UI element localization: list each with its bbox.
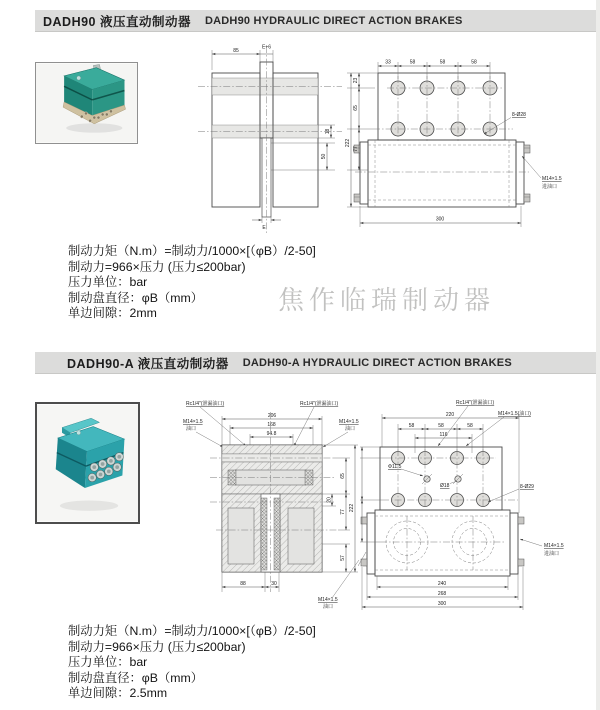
dim-268: 268 [437, 590, 447, 597]
dim-77: 77 [353, 146, 359, 152]
dim-58: 58 [438, 422, 444, 429]
dim-e6: E+6 [261, 44, 272, 51]
spec-line: 单边间隙：2.5mm [68, 686, 168, 701]
dim-206: 206 [267, 412, 277, 419]
dim-240: 240 [437, 580, 447, 587]
dim-58: 58 [408, 422, 415, 429]
label-leak-port-left: Rc1/4"(泄漏油口) [186, 401, 225, 407]
section1-title-en: DADH90 HYDRAULIC DIRECT ACTION BRAKES [205, 14, 463, 27]
dim-116: 116 [439, 431, 448, 438]
dim-57: 57 [340, 555, 346, 561]
label-inlet-thread: M14×1.5 [544, 543, 564, 549]
label-oil-port-name: 进油口 [542, 184, 558, 190]
dim-300: 300 [435, 216, 445, 223]
dadh90a-photo-art [37, 404, 138, 522]
spec-line: 制动力矩（N.m）=制动力/1000×[（φB）/2-50] [68, 624, 316, 638]
dadh90-spec-block [68, 244, 408, 322]
watermark: 焦作临瑞制动器 [278, 286, 496, 316]
dim-220: 220 [445, 411, 455, 418]
dadh90-photo-art [36, 63, 137, 143]
dim-20: 20 [326, 497, 333, 503]
dim-50: 50 [321, 153, 327, 160]
spec-line: 压力单位：bar [68, 655, 148, 670]
dim-58: 58 [409, 59, 416, 66]
label-leak-port: Rc1/4"(泄漏油口) [456, 400, 495, 406]
dim-58: 58 [467, 422, 473, 429]
label-oil-name-left: 油口 [186, 426, 197, 432]
label-oil-thread-bottom: M14×1.5 [318, 597, 338, 603]
section2-header-bar [35, 352, 596, 374]
dim-18: 18 [325, 128, 331, 135]
dim-23: 23 [353, 77, 359, 84]
dim-77: 77 [340, 509, 346, 515]
section2-title-en: DADH90-A HYDRAULIC DIRECT ACTION BRAKES [242, 356, 512, 369]
spec-line: 制动力=966×压力 (压力≤200bar) [68, 639, 246, 654]
dim-58: 58 [471, 59, 477, 66]
label-holes-8d28: 8-Ø28 [512, 112, 526, 118]
label-oil-port-thread: M14×1.5 [542, 176, 562, 182]
label-phi18: Ø18 [440, 483, 450, 489]
section1-title-zh: DADH90 液压直动制动器 [43, 14, 191, 29]
spec-line: 制动盘直径：φB（mm） [68, 290, 204, 305]
spec-line: 制动盘直径：φB（mm） [68, 670, 204, 685]
dim-58: 58 [439, 59, 446, 66]
product-photo-dadh90 [35, 62, 138, 144]
label-phi11-5: Φ11.5 [388, 464, 402, 470]
label-oil-port: M14×1.5(油口) [498, 411, 531, 417]
dim-85: 85 [233, 48, 239, 54]
dim-94-8: 94.8 [266, 430, 277, 437]
dim-300: 300 [437, 600, 447, 607]
spec-line: 制动力矩（N.m）=制动力/1000×[（φB）/2-50] [68, 244, 316, 258]
label-holes-8d29: 8-Ø29 [520, 484, 534, 490]
spec-line: 压力单位：bar [68, 275, 148, 290]
section2-title-zh: DADH90-A 液压直动制动器 [67, 356, 229, 371]
dadh90a-section-view-drawing [182, 396, 360, 616]
dadh90-section-view-drawing [192, 42, 347, 237]
dadh90-front-view-drawing [345, 48, 597, 240]
label-oil-name-right: 油口 [345, 426, 356, 432]
label-leak-port-right: Rc1/4"(泄漏油口) [300, 401, 339, 407]
section1-header-bar [35, 10, 596, 32]
dim-65: 65 [353, 105, 359, 111]
dim-33: 33 [385, 59, 391, 66]
dim-30: 30 [271, 580, 277, 587]
dadh90a-spec-block [68, 624, 408, 702]
dadh90a-front-view-drawing [358, 396, 598, 628]
label-oil-thread-left: M14×1.5 [183, 419, 203, 425]
label-inlet-name: 进油口 [544, 551, 560, 557]
product-photo-dadh90a [35, 402, 140, 524]
dim-222: 222 [345, 138, 351, 148]
dim-88: 88 [240, 580, 246, 587]
dim-168: 168 [267, 421, 276, 428]
spec-line: 制动力=966×压力 (压力≤200bar) [68, 259, 246, 274]
dim-65: 65 [340, 473, 346, 479]
dim-222: 222 [349, 503, 355, 513]
spec-line: 单边间隙：2mm [68, 306, 157, 321]
label-oil-thread-right: M14×1.5 [339, 419, 359, 425]
label-oil-name-bottom: 油口 [323, 604, 334, 610]
dim-e: E [262, 225, 266, 231]
